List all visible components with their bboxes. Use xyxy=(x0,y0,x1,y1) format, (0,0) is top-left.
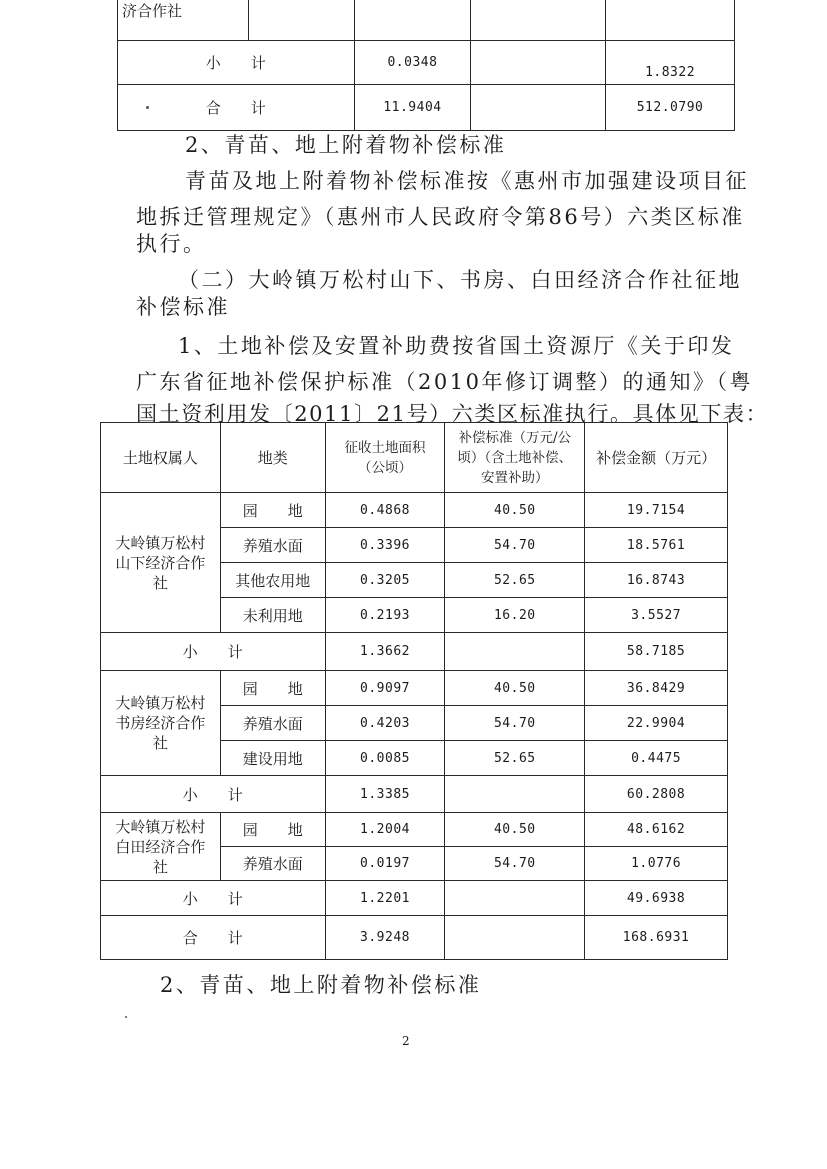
standard-cell: 40.50 xyxy=(445,493,585,528)
amount-cell: 48.6162 xyxy=(585,813,728,847)
land-type-cell: 园 地 xyxy=(220,671,325,706)
paragraph-line: 地拆迁管理规定》（惠州市人民政府令第86号）六类区标准 xyxy=(136,205,745,229)
table-cell xyxy=(471,40,606,84)
table-cell xyxy=(248,0,354,40)
table-row xyxy=(118,40,735,84)
area-cell: 11.9404 xyxy=(354,84,471,130)
land-type-cell: 养殖水面 xyxy=(220,706,325,741)
area-cell: 1.2201 xyxy=(325,881,445,916)
total-row xyxy=(101,916,728,960)
amount-cell: 16.8743 xyxy=(585,563,728,598)
table-cell xyxy=(606,0,735,40)
amount-cell: 49.6938 xyxy=(585,881,728,916)
standard-cell: 52.65 xyxy=(445,563,585,598)
table-cell: 济合作社 xyxy=(118,0,249,40)
amount-cell: 1.8322 xyxy=(606,40,735,84)
area-cell: 0.4868 xyxy=(325,493,445,528)
area-cell: 0.4203 xyxy=(325,706,445,741)
land-type-cell: 养殖水面 xyxy=(220,847,325,881)
paragraph-line: 广东省征地补偿保护标准（2010年修订调整）的通知》（粤 xyxy=(136,370,753,394)
paragraph-line: 执行。 xyxy=(136,232,207,256)
section-heading: 2、青苗、地上附着物补偿标准 xyxy=(160,973,482,997)
amount-cell: 22.9904 xyxy=(585,706,728,741)
amount-cell: 168.6931 xyxy=(585,916,728,960)
section-heading: （二）大岭镇万松村山下、书房、白田经济合作社征地 xyxy=(178,268,742,292)
total-label: 合 计 xyxy=(101,916,326,960)
amount-cell: 36.8429 xyxy=(585,671,728,706)
header-owner: 土地权属人 xyxy=(101,423,221,493)
area-cell: 1.3385 xyxy=(325,776,445,813)
owner-cell: 大岭镇万松村书房经济合作社 xyxy=(101,671,221,776)
header-type: 地类 xyxy=(220,423,325,493)
table-cell xyxy=(471,84,606,130)
scan-speck xyxy=(146,106,149,109)
paragraph-line: 国土资利用发〔2011〕21号）六类区标准执行。具体见下表： xyxy=(136,402,769,426)
standard-cell: 52.65 xyxy=(445,741,585,776)
table-cell xyxy=(471,0,606,40)
table-row xyxy=(101,493,728,528)
page-number: 2 xyxy=(402,1034,410,1048)
subtotal-row xyxy=(101,776,728,813)
area-cell: 0.0197 xyxy=(325,847,445,881)
standard-cell: 54.70 xyxy=(445,706,585,741)
area-cell: 1.2004 xyxy=(325,813,445,847)
paragraph-line: 青苗及地上附着物补偿标准按《惠州市加强建设项目征 xyxy=(185,169,749,193)
subtotal-label: 小 计 xyxy=(101,633,326,671)
standard-cell: 40.50 xyxy=(445,671,585,706)
standard-cell: 54.70 xyxy=(445,847,585,881)
land-type-cell: 园 地 xyxy=(220,813,325,847)
paragraph-line: 1、土地补偿及安置补助费按省国土资源厅《关于印发 xyxy=(178,334,735,358)
standard-cell: 40.50 xyxy=(445,813,585,847)
amount-cell: 3.5527 xyxy=(585,598,728,633)
amount-cell: 512.0790 xyxy=(606,84,735,130)
subtotal-row xyxy=(101,881,728,916)
amount-cell: 18.5761 xyxy=(585,528,728,563)
table-cell xyxy=(445,776,585,813)
table-row xyxy=(118,84,735,130)
owner-cell: 大岭镇万松村山下经济合作社 xyxy=(101,493,221,633)
header-amount: 补偿金额（万元） xyxy=(585,423,728,493)
table-row xyxy=(101,813,728,847)
table-header-row xyxy=(101,423,728,493)
header-area: 征收土地面积（公顷） xyxy=(325,423,445,493)
area-cell: 0.0348 xyxy=(354,40,471,84)
area-cell: 0.2193 xyxy=(325,598,445,633)
scan-speck xyxy=(125,1016,127,1018)
subtotal-label: 小 计 xyxy=(101,776,326,813)
area-cell: 0.3396 xyxy=(325,528,445,563)
section-heading: 2、青苗、地上附着物补偿标准 xyxy=(185,133,507,157)
table-cell xyxy=(445,881,585,916)
land-type-cell: 建设用地 xyxy=(220,741,325,776)
top-compensation-table xyxy=(117,0,735,131)
owner-cell: 大岭镇万松村白田经济合作社 xyxy=(101,813,221,881)
area-cell: 0.0085 xyxy=(325,741,445,776)
subtotal-label: 小 计 xyxy=(101,881,326,916)
table-cell xyxy=(354,0,471,40)
area-cell: 0.3205 xyxy=(325,563,445,598)
table-row xyxy=(101,671,728,706)
land-type-cell: 园 地 xyxy=(220,493,325,528)
amount-cell: 0.4475 xyxy=(585,741,728,776)
subtotal-label: 小 计 xyxy=(118,40,355,84)
land-type-cell: 未利用地 xyxy=(220,598,325,633)
section-heading: 补偿标准 xyxy=(136,295,230,319)
table-cell xyxy=(445,916,585,960)
amount-cell: 58.7185 xyxy=(585,633,728,671)
land-type-cell: 其他农用地 xyxy=(220,563,325,598)
amount-cell: 1.0776 xyxy=(585,847,728,881)
amount-cell: 19.7154 xyxy=(585,493,728,528)
area-cell: 0.9097 xyxy=(325,671,445,706)
main-compensation-table xyxy=(100,422,728,960)
total-label: 合 计 xyxy=(118,84,355,130)
land-type-cell: 养殖水面 xyxy=(220,528,325,563)
table-row xyxy=(118,0,735,40)
standard-cell: 16.20 xyxy=(445,598,585,633)
area-cell: 3.9248 xyxy=(325,916,445,960)
table-cell xyxy=(445,633,585,671)
header-standard: 补偿标准（万元/公顷）（含土地补偿、安置补助） xyxy=(445,423,585,493)
standard-cell: 54.70 xyxy=(445,528,585,563)
subtotal-row xyxy=(101,633,728,671)
area-cell: 1.3662 xyxy=(325,633,445,671)
amount-cell: 60.2808 xyxy=(585,776,728,813)
